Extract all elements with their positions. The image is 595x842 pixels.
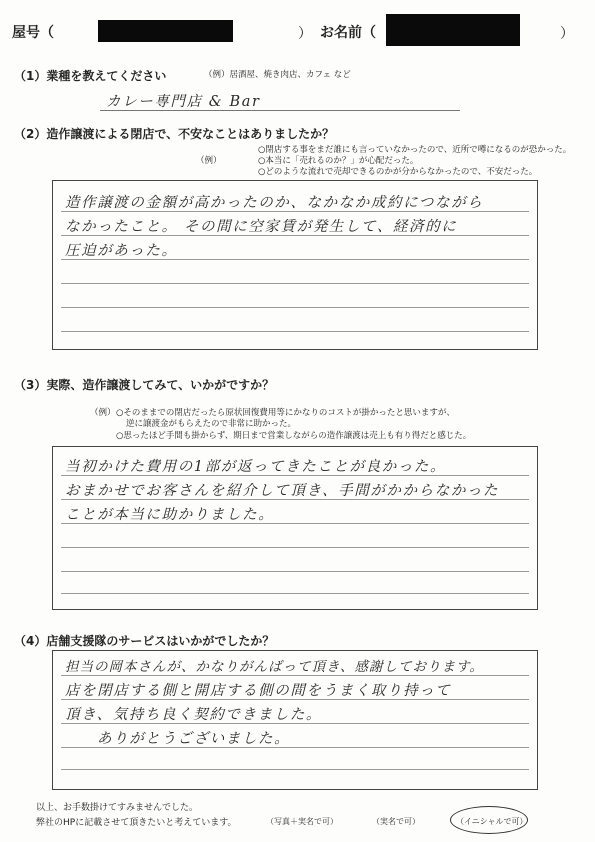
q2-answer-line-1: 造作譲渡の金額が高かったのか、なかなか成約につながら — [65, 195, 484, 211]
q4-answer-line-2: 店を閉店する側と開店する側の間をうまく取り持って — [65, 683, 452, 699]
q2-title: （2）造作譲渡による閉店で、不安なことはありましたか？ — [14, 127, 335, 141]
redacted-customer-name — [386, 14, 520, 46]
ruled-line — [61, 547, 529, 548]
q3-answer-line-3: ことが本当に助かりました。 — [65, 507, 275, 523]
selection-circle — [450, 806, 528, 834]
q3-example-label: （例） — [90, 408, 116, 418]
q3-example-3: ○思ったほど手間も掛からず、期日まで営業しながらの造作譲渡は売上も有り得だと感じた。 — [116, 431, 472, 441]
ruled-line — [61, 307, 529, 308]
q2-example-2: ○本当に「売れるのか？」が心配だった。 — [258, 156, 419, 166]
footer-thanks: 以上、お手数掛けてすみませんでした。 — [36, 803, 199, 813]
q3-answer-line-1: 当初かけた費用の1部が返ってきたことが良かった。 — [65, 459, 447, 475]
ruled-line — [61, 283, 529, 284]
q2-example-3: ○どのような流れで売却できるのかが分からなかったので、不安だった。 — [258, 167, 538, 177]
q2-example-1: ○閉店する事をまだ誰にも言っていなかったので、近所で噂になるのが恐かった。 — [258, 145, 572, 155]
option-initials: （イニシャルで可） — [456, 817, 528, 826]
q4-title: （4）店舗支援隊のサービスはいかがでしたか？ — [14, 634, 275, 648]
option-photo-and-name: （写真＋実名で可） — [266, 817, 338, 826]
ruled-line — [61, 331, 529, 332]
shop-name-label: 屋号（ — [12, 25, 54, 41]
q2-example-label: （例） — [196, 156, 222, 166]
q4-answer-line-3: 頂き、気持ち良く契約できました。 — [65, 707, 323, 723]
q1-title: （1）業種を教えてください — [14, 69, 167, 83]
shop-name-close: ） — [298, 26, 312, 42]
q4-answer-line-1: 担当の岡本さんが、かなりがんばって頂き、感謝しております。 — [65, 659, 484, 675]
q4-answer-line-4: ありがとうございました。 — [97, 731, 291, 747]
q2-answer-line-3: 圧迫があった。 — [65, 243, 178, 259]
q1-answer: カレー専門店 & Bar — [106, 94, 261, 110]
ruled-line — [61, 675, 529, 676]
q4-answer-box — [52, 650, 538, 790]
footer-request: 弊社のHPに記載させて頂きたいと考えています。 — [36, 818, 237, 828]
q2-answer-box — [52, 180, 538, 350]
customer-name-label: お名前（ — [320, 25, 376, 41]
customer-name-close: ） — [560, 26, 574, 42]
redacted-shop-name — [98, 20, 233, 42]
q3-answer-line-2: おまかせでお客さんを紹介して頂き、手間がかからなかった — [65, 483, 500, 499]
q3-answer-box — [52, 446, 538, 610]
ruled-line — [61, 769, 529, 770]
ruled-line — [61, 571, 529, 572]
q3-example-2: 逆に譲渡金がもらえたので非常に助かった。 — [126, 419, 297, 429]
option-real-name: （実名で可） — [372, 817, 420, 826]
ruled-line — [61, 593, 529, 594]
q2-answer-line-2: なかったこと。 その間に空家賃が発生して、経済的に — [65, 219, 458, 235]
q3-example-1: ○そのままでの閉店だったら原状回復費用等にかなりのコストが掛かったと思いますが、 — [116, 408, 455, 418]
q1-example: （例）居酒屋、焼き肉店、カフェ など — [204, 70, 351, 80]
q3-title: （3）実際、造作譲渡してみて、いかがですか？ — [14, 378, 275, 392]
